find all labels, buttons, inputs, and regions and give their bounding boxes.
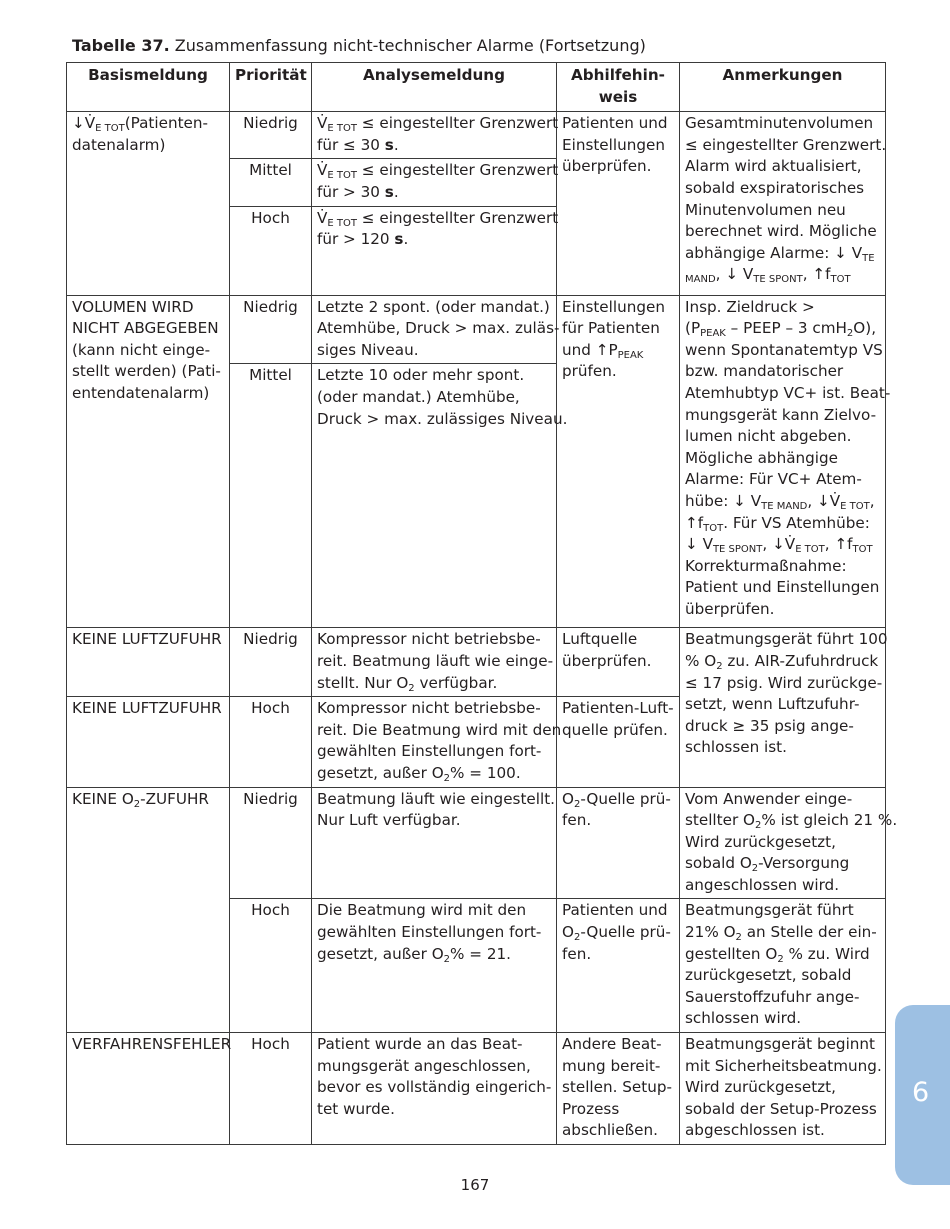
chapter-tab xyxy=(895,1005,950,1185)
cell-analysis: $V̇_{E TOT}$ ≤ eingestellter Grenzwert für > 120 s. xyxy=(312,206,557,295)
cell-base-luft: KEINE LUFTZUFUHR xyxy=(67,628,230,697)
cell-notes: Beatmungsgerät führt 21% $O_2$ an Stelle der ein- gestellten $O_2$ % zu. Wird zurückgesetzt, sobald Sauerstoffzufuhr ange- schlossen wird. xyxy=(680,899,886,1033)
cell-remedy: Einstellungen für Patienten und $↑P_{PEAK}$ prüfen. xyxy=(557,295,680,628)
header-analysemeldung: Analysemeldung xyxy=(312,63,557,112)
cell-analysis: Letzte 10 oder mehr spont. (oder mandat.) Atemhübe, Druck > max. zulässiges Niveau. xyxy=(312,364,557,628)
cell-base-vetot: $↓V̇_{E TOT}(Patienten-$ datenalarm) xyxy=(67,112,230,295)
page-number: 167 xyxy=(460,1176,490,1194)
cell-remedy: $O_2$-Quelle prü- fen. xyxy=(557,787,680,899)
cell-priority: Niedrig xyxy=(230,787,312,899)
cell-remedy: Patienten-Luft- quelle prüfen. xyxy=(557,697,680,787)
cell-analysis: $V̇_{E TOT}$ ≤ eingestellter Grenzwert für > 30 s. xyxy=(312,159,557,206)
cell-priority: Niedrig xyxy=(230,295,312,364)
table-row xyxy=(67,112,886,159)
cell-base-verfahren: VERFAHRENSFEHLER xyxy=(67,1033,230,1145)
cell-priority: Niedrig xyxy=(230,628,312,697)
cell-priority: Hoch xyxy=(230,899,312,1033)
table-row xyxy=(67,1033,886,1145)
table-row xyxy=(67,295,886,364)
cell-priority: Mittel xyxy=(230,159,312,206)
table-row xyxy=(67,787,886,899)
cell-remedy: Patienten und Einstellungen überprüfen. xyxy=(557,112,680,295)
cell-analysis: Die Beatmung wird mit den gewählten Einstellungen fort- gesetzt, außer $O_2\% = 21$. xyxy=(312,899,557,1033)
cell-notes: Beatmungsgerät beginnt mit Sicherheitsbeatmung. Wird zurückgesetzt, sobald der Setup-Prozess abgeschlossen ist. xyxy=(680,1033,886,1145)
cell-analysis: Patient wurde an das Beat- mungsgerät angeschlossen, bevor es vollständig eingerich- tet wurde. xyxy=(312,1033,557,1145)
cell-analysis: Letzte 2 spont. (oder mandat.) Atemhübe, Druck > max. zuläs- siges Niveau. xyxy=(312,295,557,364)
cell-notes: Vom Anwender einge- stellter $O_2\%$ ist gleich 21 %. Wird zurückgesetzt, sobald $O_2$-Versorgung angeschlossen wird. xyxy=(680,787,886,899)
header-abhilfehinweis: Abhilfehin- weis xyxy=(557,63,680,112)
chapter-number: 6 xyxy=(912,1077,930,1108)
header-basismeldung: Basismeldung xyxy=(67,63,230,112)
cell-notes: Insp. Zieldruck > ($P_{PEAK}$ – PEEP – 3 cmH$_2$O), wenn Spontanatemtyp VS bzw. mandatorischer Atemhubtyp VC+ ist. Beat- mungsgerät kann Zielvo- lumen nicht abgeben. Mögliche abhängige Alarme: Für VC+ Atem- hübe: ↓ $V_{TE MAND}$, $↓V̇_{E TOT}$, $↑f_{TOT}$. Für VS Atemhübe: ↓ $V_{TE SPONT}$, $↓V̇_{E TOT}$, $↑f_{TOT}$ Korrekturmaßnahme: Patient und Einstellungen überprüfen. xyxy=(680,295,886,628)
cell-priority: Mittel xyxy=(230,364,312,628)
cell-priority: Hoch xyxy=(230,206,312,295)
header-prioritaet: Priorität xyxy=(230,63,312,112)
header-anmerkungen: Anmerkungen xyxy=(680,63,886,112)
cell-priority: Hoch xyxy=(230,697,312,787)
cell-remedy: Luftquelle überprüfen. xyxy=(557,628,680,697)
cell-analysis: Kompressor nicht betriebsbe- reit. Beatmung läuft wie einge- stellt. Nur $O_2$ verfügbar. xyxy=(312,628,557,697)
cell-notes: Beatmungsgerät führt 100 % $O_2$ zu. AIR-Zufuhrdruck ≤ 17 psig. Wird zurückge- setzt, wenn Luftzufuhr- druck ≥ 35 psig ange- schlossen ist. xyxy=(680,628,886,787)
cell-remedy: Andere Beat- mung bereit- stellen. Setup- Prozess abschließen. xyxy=(557,1033,680,1145)
cell-analysis: $V̇_{E TOT}$ ≤ eingestellter Grenzwert für ≤ 30 s. xyxy=(312,112,557,159)
cell-priority: Niedrig xyxy=(230,112,312,159)
cell-base-o2: KEINE $O_2$-ZUFUHR xyxy=(67,787,230,1033)
cell-remedy: Patienten und $O_2$-Quelle prü- fen. xyxy=(557,899,680,1033)
cell-base-luft: KEINE LUFTZUFUHR xyxy=(67,697,230,787)
cell-base-volumen: VOLUMEN WIRD NICHT ABGEGEBEN (kann nicht einge- stellt werden) (Pati- entendatenalarm) xyxy=(67,295,230,628)
table-row xyxy=(67,628,886,697)
cell-analysis: Beatmung läuft wie eingestellt. Nur Luft verfügbar. xyxy=(312,787,557,899)
alarm-table xyxy=(66,62,898,1145)
table-caption: Tabelle 37. Zusammenfassung nicht-technischer Alarme (Fortsetzung) xyxy=(72,36,646,55)
cell-analysis: Kompressor nicht betriebsbe- reit. Die Beatmung wird mit den gewählten Einstellungen fort- gesetzt, außer $O_2\% = 100$. xyxy=(312,697,557,787)
table-header-row xyxy=(67,63,886,112)
cell-priority: Hoch xyxy=(230,1033,312,1145)
cell-notes: Gesamtminutenvolumen ≤ eingestellter Grenzwert. Alarm wird aktualisiert, sobald exspiratorisches Minutenvolumen neu berechnet wird. Mögliche abhängige Alarme: ↓ $V_{TE}$ $_{MAND}$, ↓ $V_{TE SPONT}$, $↑f_{TOT}$ xyxy=(680,112,886,295)
